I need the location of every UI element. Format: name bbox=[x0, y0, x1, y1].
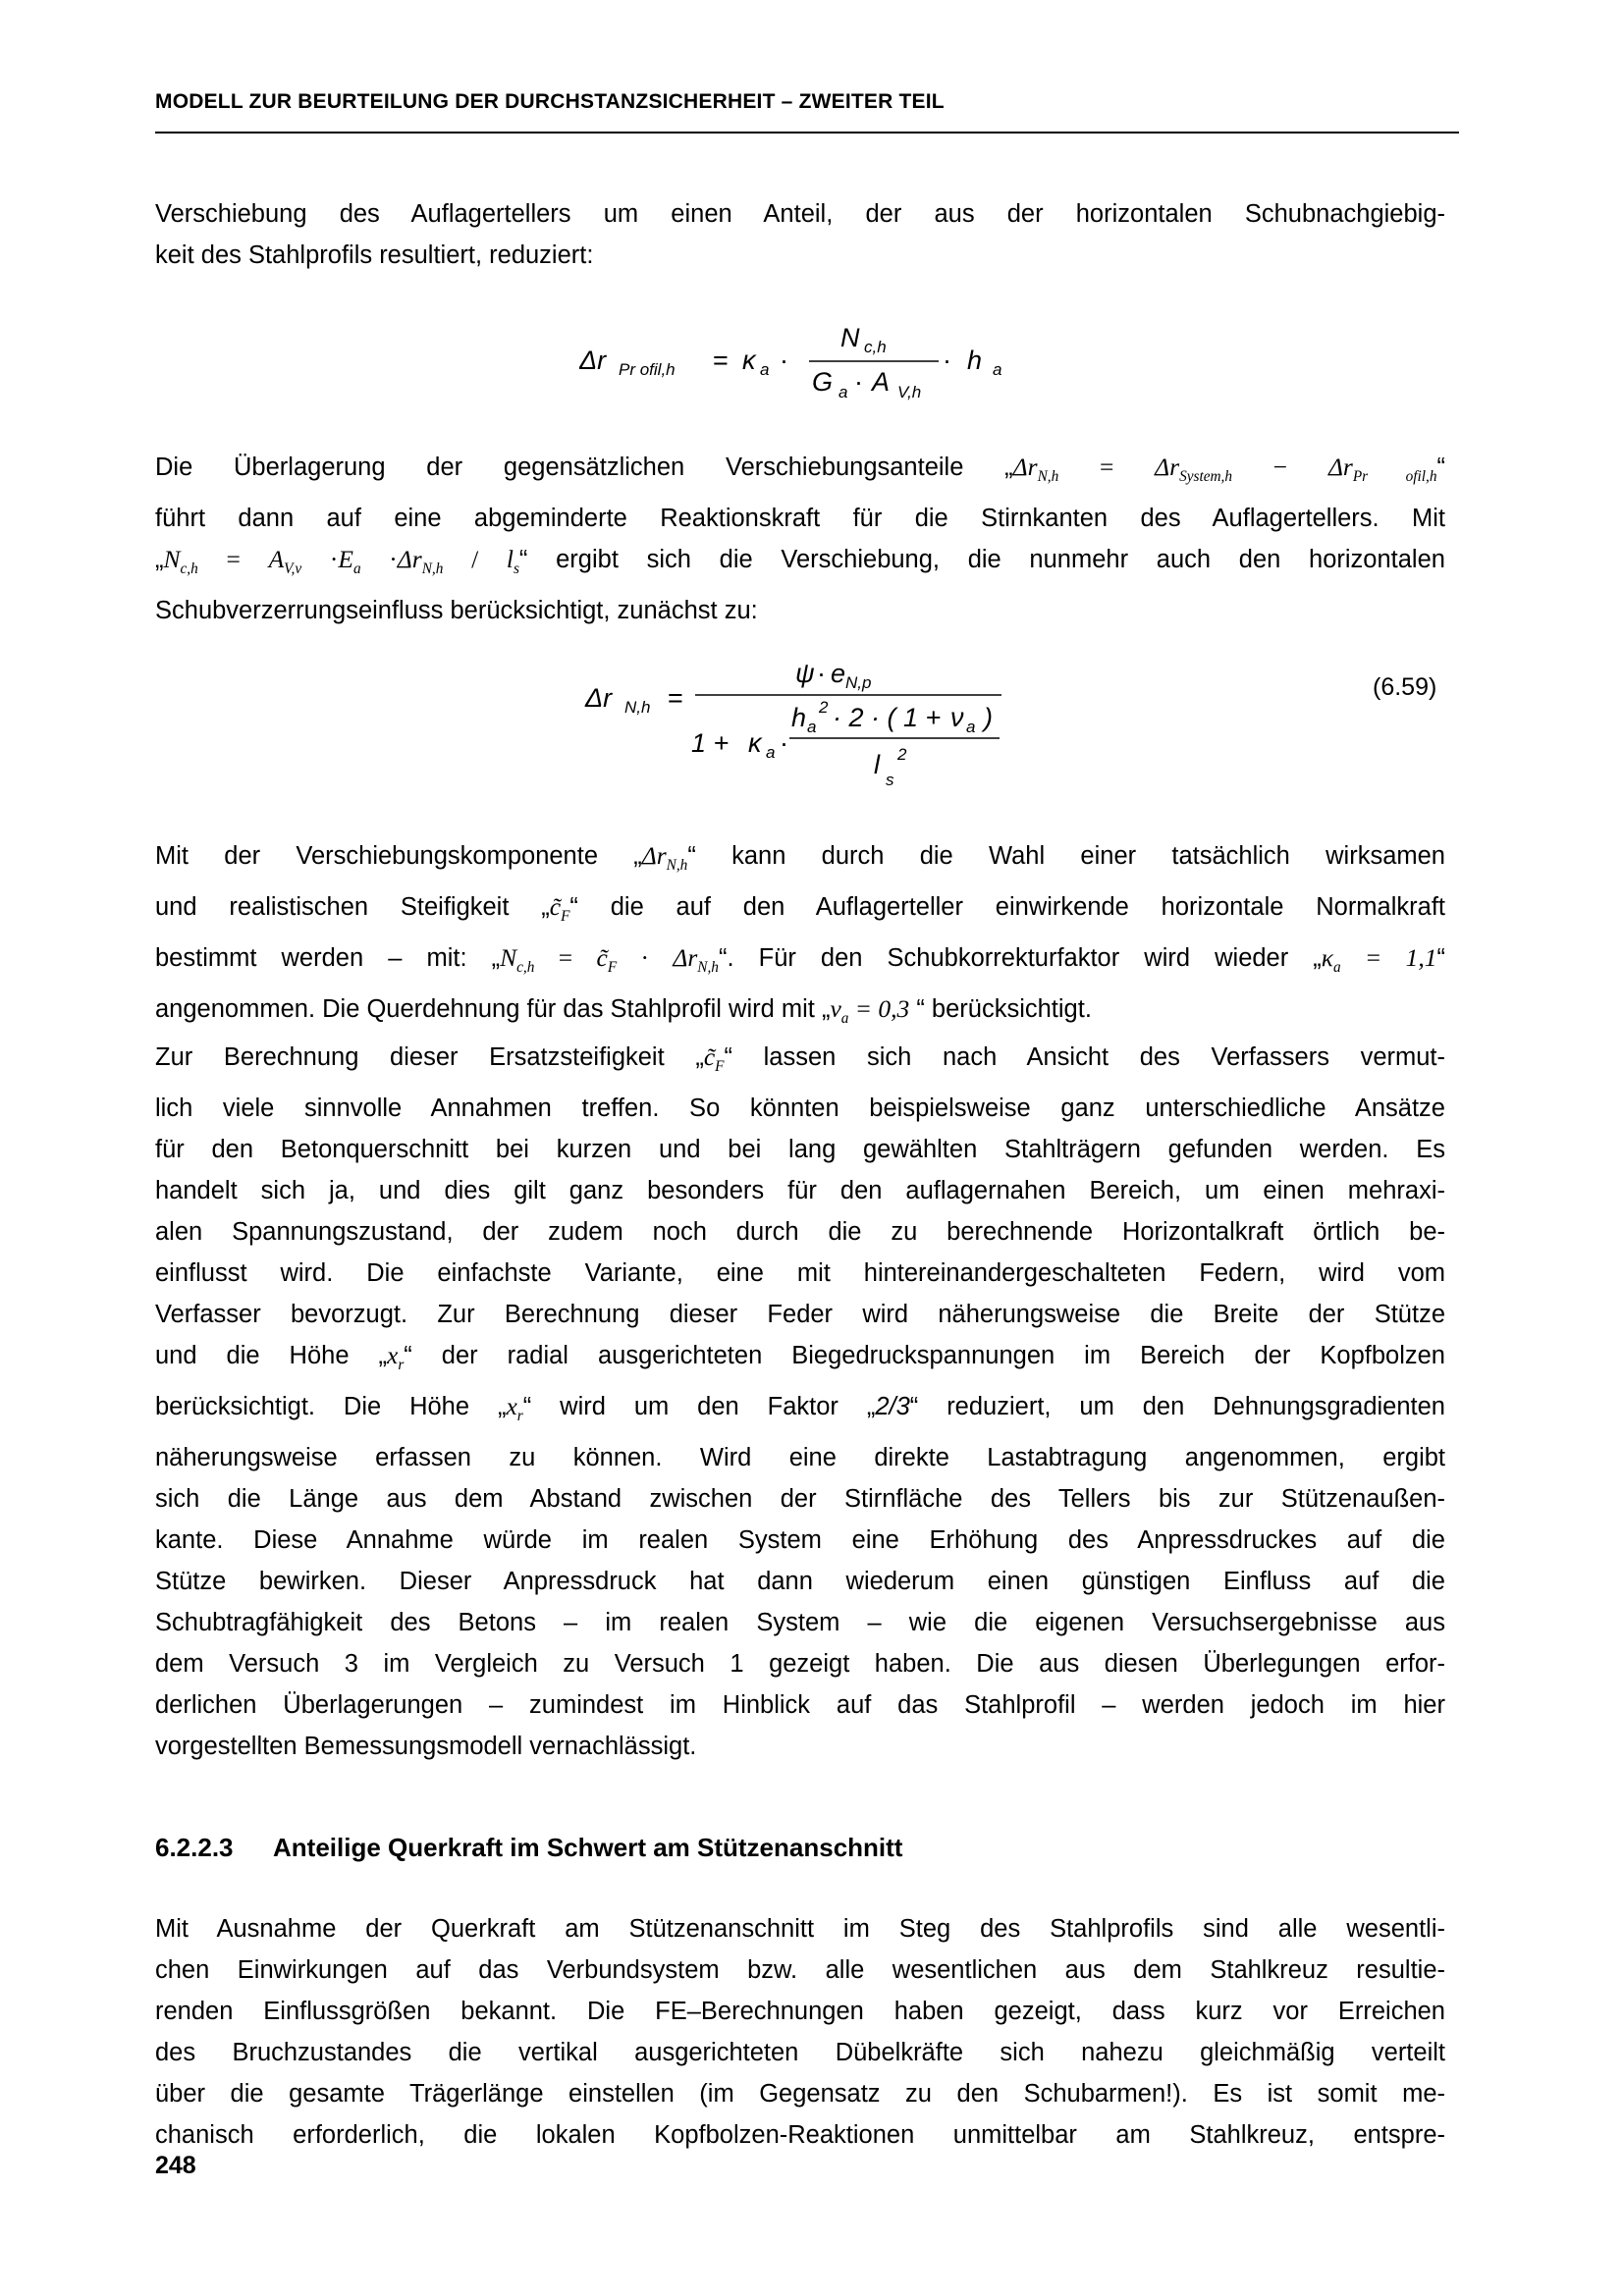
f2-close: ) bbox=[984, 703, 993, 732]
text-run: “. Für den Schubkorrekturfaktor wird wieder „ bbox=[718, 944, 1322, 972]
text-run: “ der radial ausgerichteten Biegedruckspannungen im Bereich der Kopfbolzen bbox=[404, 1342, 1445, 1369]
text-line: kante. Diese Annahme würde im realen System eine Erhöhung des Anpressdruckes auf die bbox=[155, 1526, 1445, 1554]
f-dr-sub: N,h bbox=[666, 857, 688, 874]
f-eq: = bbox=[226, 545, 241, 573]
f1-den-dot: · bbox=[854, 367, 863, 397]
text-run: berücksichtigt. Die Höhe „ bbox=[155, 1393, 507, 1420]
f2-kappa: κ bbox=[748, 728, 762, 758]
inline-formula-superposition bbox=[1004, 453, 1445, 485]
f-nu-value: = 0,3 bbox=[848, 994, 910, 1023]
f2-inner-rest: · 2 · ( 1 + bbox=[833, 703, 942, 732]
f1-eq: = bbox=[713, 346, 729, 375]
f1-kappa-sub: a bbox=[760, 360, 770, 379]
f-dr-sys: Δr bbox=[1155, 453, 1180, 481]
text-run: Mit der Verschiebungskomponente „ bbox=[155, 842, 642, 870]
text-run: und realistischen Steifigkeit „ bbox=[155, 893, 550, 921]
f2-inner-h: h bbox=[791, 703, 807, 732]
text-line: derlichen Überlagerungen – zumindest im Hinblick auf das Stahlprofil – werden jedoch im hier bbox=[155, 1691, 1445, 1719]
header-rule bbox=[155, 132, 1459, 133]
equation-number: (6.59) bbox=[1373, 673, 1437, 701]
f2-inner-h-sub: a bbox=[807, 718, 817, 736]
text-line: renden Einflussgrößen bekannt. Die FE–Berechnungen haben gezeigt, dass kurz vor Erreichen bbox=[155, 1998, 1445, 2025]
text-run: “ wird um den Faktor „ bbox=[522, 1393, 876, 1420]
text-run: Zur Berechnung dieser Ersatzsteifigkeit „ bbox=[155, 1043, 704, 1071]
f-n-sub: c,h bbox=[516, 959, 535, 976]
text-line: Schubtragfähigkeit des Betons – im realen System – wie die eigenen Versuchsergebnisse aus bbox=[155, 1609, 1445, 1636]
f-dr: Δr bbox=[397, 545, 422, 573]
f2-inner-l-sup: 2 bbox=[897, 745, 907, 764]
f-kappa: κ bbox=[1321, 943, 1334, 972]
running-header: MODELL ZUR BEURTEILUNG DER DURCHSTANZSICHERHEIT – ZWEITER TEIL bbox=[155, 90, 945, 113]
f-x: x bbox=[387, 1341, 399, 1369]
f2-num-dot: · bbox=[817, 659, 826, 688]
quote-close: “ bbox=[1436, 454, 1445, 481]
f2-eq: = bbox=[668, 683, 683, 713]
text-line: Stütze bewirken. Dieser Anpressdruck hat dann wiederum einen günstigen Einfluss auf die bbox=[155, 1568, 1445, 1595]
f2-inner-l: l bbox=[874, 750, 880, 779]
f-dr-prof: Δr bbox=[1327, 453, 1353, 481]
f2-e: e bbox=[831, 659, 846, 688]
paragraph-1 bbox=[155, 193, 1445, 276]
text-run: “ reduziert, um den Dehnungsgradienten bbox=[909, 1393, 1445, 1420]
f-l: l bbox=[506, 545, 514, 573]
text-line bbox=[155, 886, 1445, 937]
f-l-sub: s bbox=[513, 561, 519, 577]
f1-h-sub: a bbox=[993, 360, 1002, 379]
text-line: Schubverzerrungseinfluss berücksichtigt, zunächst zu: bbox=[155, 597, 758, 624]
text-run: bestimmt werden – mit: „ bbox=[155, 944, 501, 972]
text-run: “ die auf den Auflagerteller einwirkende horizontale Normalkraft bbox=[569, 893, 1445, 921]
section-number: 6.2.2.3 bbox=[155, 1833, 234, 1862]
f2-e-sub: N,p bbox=[845, 673, 872, 692]
text-line: einflusst wird. Die einfachste Variante, eine mit hintereinandergeschalteten Federn, wird vom bbox=[155, 1259, 1445, 1287]
f-n-sub: c,h bbox=[180, 561, 198, 577]
f-dr: Δr bbox=[641, 841, 667, 870]
text-line: sich die Länge aus dem Abstand zwischen der Stirnfläche des Tellers bis zur Stützenaußen- bbox=[155, 1485, 1445, 1513]
f-nu: ν bbox=[830, 994, 841, 1023]
f2-psi: ψ bbox=[795, 659, 815, 688]
f1-dot-2: · bbox=[943, 346, 951, 375]
text-run: “ berücksichtigt. bbox=[909, 995, 1092, 1023]
text-run: “ bbox=[1436, 944, 1446, 972]
text-line: Mit Ausnahme der Querkraft am Stützenanschnitt im Steg des Stahlprofils sind alle wesentli- bbox=[155, 1915, 1445, 1943]
f-dr-prof-sub: Pr ofil,h bbox=[1352, 468, 1437, 485]
f-eq: = bbox=[1100, 453, 1114, 481]
paragraph-2 bbox=[155, 447, 1445, 631]
f-a-sub: V,v bbox=[284, 561, 302, 577]
text-run: und die Höhe „ bbox=[155, 1342, 387, 1369]
f2-lhs-sub: N,h bbox=[624, 698, 651, 717]
f1-den-g-sub: a bbox=[839, 383, 848, 401]
f-cf: c̃ bbox=[596, 943, 608, 972]
f-nu-sub: a bbox=[840, 1010, 849, 1027]
f2-nu: ν bbox=[950, 703, 964, 732]
f2-dot: · bbox=[780, 728, 788, 758]
f-dr-sub: N,h bbox=[421, 561, 444, 577]
f2-inner-h-sup: 2 bbox=[819, 698, 829, 717]
f-dr-sys-sub: System,h bbox=[1179, 468, 1233, 485]
text-line bbox=[155, 1037, 1445, 1088]
text-run: “ lassen sich nach Ansicht des Verfassers vermut- bbox=[724, 1043, 1445, 1071]
f1-den-g: G bbox=[812, 367, 834, 397]
text-line bbox=[155, 539, 1445, 590]
f-dot: · bbox=[329, 545, 339, 573]
text-run: “ kann durch die Wahl einer tatsächlich wirksamen bbox=[687, 842, 1445, 870]
f-dot: · bbox=[389, 545, 398, 573]
text-line: handelt sich ja, und dies gilt ganz besonders für den auflagernahen Bereich, um einen mehraxi- bbox=[155, 1177, 1445, 1204]
f-dr: Δr bbox=[673, 943, 698, 972]
f1-den-a-sub: V,h bbox=[897, 383, 922, 401]
formula-1-svg bbox=[579, 312, 1031, 410]
f-slash: / bbox=[471, 545, 479, 573]
text-line: alen Spannungszustand, der zudem noch durch die zu berechnende Horizontalkraft örtlich be- bbox=[155, 1218, 1445, 1246]
f1-lhs: Δr bbox=[579, 346, 607, 375]
text-line: führt dann auf eine abgeminderte Reaktionskraft für die Stirnkanten des Auflagertellers. Mit bbox=[155, 505, 1445, 532]
f-x-sub: r bbox=[398, 1357, 405, 1373]
text-line: näherungsweise erfassen zu können. Wird eine direkte Lastabtragung angenommen, ergibt bbox=[155, 1444, 1445, 1471]
f-dr-sub: N,h bbox=[697, 959, 719, 976]
f-eq: = bbox=[534, 943, 597, 972]
text-line bbox=[155, 447, 1445, 498]
f-a: A bbox=[268, 545, 285, 573]
text-line: keit des Stahlprofils resultiert, reduziert: bbox=[155, 241, 594, 269]
f-dr: Δr bbox=[1012, 453, 1038, 481]
f1-dot: · bbox=[780, 346, 788, 375]
f-cf: c̃ bbox=[703, 1042, 716, 1071]
f-e: E bbox=[338, 545, 353, 573]
f-dr-sub: N,h bbox=[1037, 468, 1059, 485]
f-n: N bbox=[163, 545, 181, 573]
text-line: dem Versuch 3 im Vergleich zu Versuch 1 gezeigt haben. Die aus diesen Überlegungen erfor- bbox=[155, 1650, 1445, 1678]
factor-value: 2/3 bbox=[875, 1393, 910, 1420]
formula-profile-displacement bbox=[579, 312, 1031, 410]
f1-den-a: A bbox=[872, 367, 891, 397]
paragraph-5 bbox=[155, 1908, 1445, 2156]
f-cf-sub: F bbox=[607, 959, 618, 976]
section-title: Anteilige Querkraft im Schwert am Stützenanschnitt bbox=[273, 1833, 903, 1862]
quote-close: “ bbox=[518, 546, 528, 573]
paragraph-3 bbox=[155, 835, 1445, 1040]
text-line: des Bruchzustandes die vertikal ausgerichteten Dübelkräfte sich nahezu gleichmäßig verteilt bbox=[155, 2039, 1445, 2066]
text-line: Verschiebung des Auflagertellers um einen Anteil, der aus der horizontalen Schubnachgiebig- bbox=[155, 200, 1445, 228]
f-x: x bbox=[506, 1392, 517, 1420]
f2-nu-sub: a bbox=[966, 718, 976, 736]
text-line bbox=[155, 988, 1445, 1040]
f2-inner-l-sub: s bbox=[886, 771, 894, 789]
f-cf-sub: F bbox=[561, 908, 570, 925]
inline-formula-nch bbox=[155, 545, 528, 577]
text-line bbox=[155, 835, 1445, 886]
f-kappa-value: = 1,1 bbox=[1340, 943, 1437, 972]
f-dot: · bbox=[617, 943, 674, 972]
f1-num-sub: c,h bbox=[864, 338, 887, 356]
text-run: angenommen. Die Querdehnung für das Stahlprofil wird mit „ bbox=[155, 995, 831, 1023]
f-cf: c̃ bbox=[549, 892, 562, 921]
text-line bbox=[155, 937, 1445, 988]
text-line bbox=[155, 1386, 1445, 1437]
text-run: Die Überlagerung der gegensätzlichen Verschiebungsanteile bbox=[155, 454, 964, 481]
f2-one-plus: 1 + bbox=[691, 728, 730, 758]
text-line: vorgestellten Bemessungsmodell vernachlässigt. bbox=[155, 1733, 697, 1760]
quote-open: „ bbox=[155, 546, 164, 573]
f1-h: h bbox=[967, 346, 983, 375]
f-minus: − bbox=[1272, 453, 1288, 481]
f1-kappa: κ bbox=[742, 346, 756, 375]
f1-lhs-sub: Pr ofil,h bbox=[619, 360, 676, 379]
formula-6-59 bbox=[579, 648, 1463, 805]
text-line: Verfasser bevorzugt. Zur Berechnung dieser Feder wird näherungsweise die Breite der Stütze bbox=[155, 1301, 1445, 1328]
f-x-sub: r bbox=[516, 1408, 523, 1424]
text-line: chen Einwirkungen auf das Verbundsystem bzw. alle wesentlichen aus dem Stahlkreuz resultie- bbox=[155, 1956, 1445, 1984]
f-e-sub: a bbox=[352, 561, 361, 577]
text-line: über die gesamte Trägerlänge einstellen (im Gegensatz zu den Schubarmen!). Es ist somit me- bbox=[155, 2080, 1445, 2108]
text-line bbox=[155, 1335, 1445, 1386]
paragraph-4 bbox=[155, 1037, 1445, 1767]
text-line: chanisch erforderlich, die lokalen Kopfbolzen-Reaktionen unmittelbar am Stahlkreuz, entspre- bbox=[155, 2121, 1445, 2149]
formula-2-svg bbox=[579, 648, 1463, 805]
f-cf-sub: F bbox=[715, 1058, 725, 1075]
f2-lhs: Δr bbox=[585, 683, 613, 713]
text-run: ergibt sich die Verschiebung, die nunmehr auch den horizontalen bbox=[556, 546, 1445, 573]
text-line: für den Betonquerschnitt bei kurzen und bei lang gewählten Stahlträgern gefunden werden. Es bbox=[155, 1136, 1445, 1163]
f1-num: N bbox=[840, 323, 860, 352]
section-heading bbox=[155, 1833, 902, 1863]
page-number: 248 bbox=[155, 2152, 196, 2179]
quote-open: „ bbox=[1004, 454, 1013, 481]
f-kappa-sub: a bbox=[1333, 959, 1341, 976]
f2-kappa-sub: a bbox=[766, 743, 776, 762]
text-line: lich viele sinnvolle Annahmen treffen. So könnten beispielsweise ganz unterschiedliche Ansätze bbox=[155, 1095, 1445, 1122]
f-n: N bbox=[500, 943, 517, 972]
